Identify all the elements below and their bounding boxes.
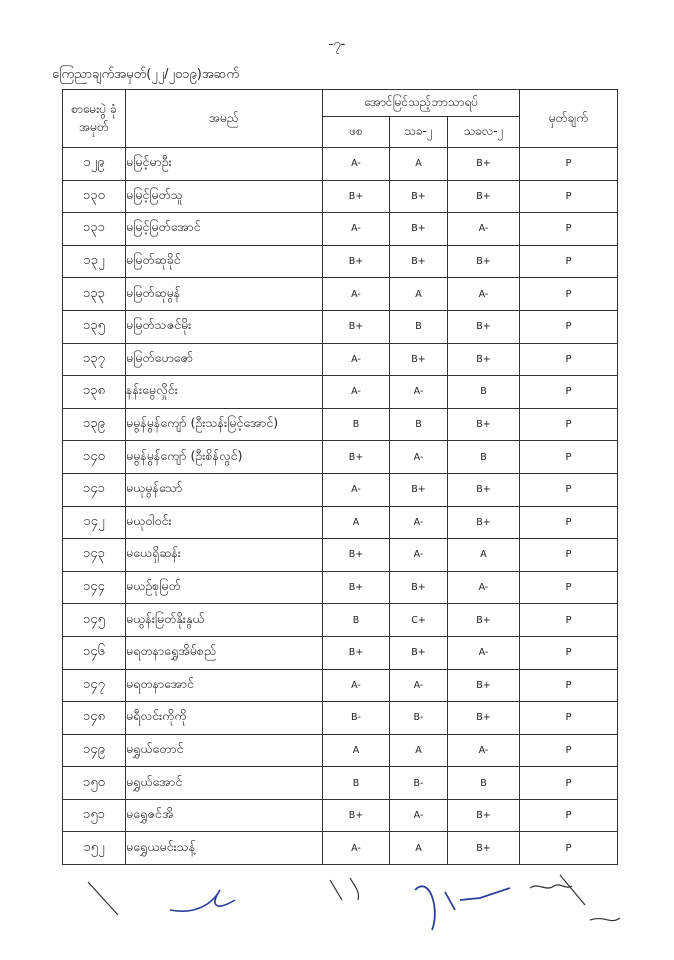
name-cell: မယွန်းမြတ်နိုးနွယ်: [126, 604, 323, 637]
remark-cell: P: [520, 343, 618, 376]
table-row: [63, 571, 618, 604]
grade-subject-1-cell: A-: [323, 669, 390, 702]
grade-subject-2-cell: C+: [390, 604, 448, 637]
grade-subject-2-cell: A: [390, 278, 448, 311]
grade-subject-2-cell: A-: [390, 799, 448, 832]
grade-subject-3-cell: B+: [448, 310, 520, 343]
roll-no-cell: ၁၄၁: [63, 473, 126, 506]
grade-subject-2-cell: B: [390, 408, 448, 441]
table-row: [63, 832, 618, 865]
grade-subject-1-cell: A-: [323, 473, 390, 506]
roll-no-cell: ၁၅၂: [63, 832, 126, 865]
grade-subject-1-cell: B: [323, 408, 390, 441]
roll-no-cell: ၁၃၂: [63, 245, 126, 278]
grade-subject-2-cell: B+: [390, 245, 448, 278]
name-cell: မယုမွန်သော်: [126, 473, 323, 506]
grade-subject-1-cell: A: [323, 734, 390, 767]
grade-subject-1-cell: A: [323, 506, 390, 539]
header-remark: မှတ်ချက်: [520, 90, 618, 148]
table-row: [63, 702, 618, 735]
grade-subject-2-cell: B: [390, 310, 448, 343]
remark-cell: P: [520, 213, 618, 246]
grade-subject-1-cell: B+: [323, 245, 390, 278]
grade-subject-1-cell: A-: [323, 148, 390, 181]
remark-cell: P: [520, 506, 618, 539]
grade-subject-1-cell: B+: [323, 180, 390, 213]
grade-subject-1-cell: B+: [323, 539, 390, 572]
remark-cell: P: [520, 310, 618, 343]
grade-subject-1-cell: B: [323, 767, 390, 800]
grade-subject-3-cell: B+: [448, 148, 520, 181]
roll-no-cell: ၁၅၀: [63, 767, 126, 800]
name-cell: မရွှယ်အောင်: [126, 767, 323, 800]
roll-no-cell: ၁၃၇: [63, 343, 126, 376]
grade-subject-3-cell: B+: [448, 702, 520, 735]
header-name: အမည်: [126, 90, 323, 148]
name-cell: မမြတ်ဆုမွန်: [126, 278, 323, 311]
grade-subject-3-cell: A-: [448, 213, 520, 246]
table-body: [63, 148, 618, 865]
table-row: [63, 278, 618, 311]
remark-cell: P: [520, 702, 618, 735]
remark-cell: P: [520, 245, 618, 278]
table-row: [63, 799, 618, 832]
roll-no-cell: ၁၄၈: [63, 702, 126, 735]
header-subject-2: သခ-၂: [390, 117, 448, 148]
signatures: [60, 870, 640, 950]
table-row: [63, 245, 618, 278]
grade-subject-3-cell: B+: [448, 180, 520, 213]
remark-cell: P: [520, 636, 618, 669]
grade-subject-2-cell: B+: [390, 343, 448, 376]
remark-cell: P: [520, 539, 618, 572]
name-cell: မမွန်မွန်ကျော် (ဦးသန်းမြင့်အောင်): [126, 408, 323, 441]
grade-subject-3-cell: B+: [448, 799, 520, 832]
grade-subject-2-cell: B+: [390, 180, 448, 213]
grade-subject-1-cell: B: [323, 604, 390, 637]
table-row: [63, 473, 618, 506]
grade-subject-2-cell: A: [390, 148, 448, 181]
remark-cell: P: [520, 180, 618, 213]
roll-no-cell: ၁၄၄: [63, 571, 126, 604]
roll-no-cell: ၁၄၆: [63, 636, 126, 669]
roll-no-cell: ၁၃၅: [63, 310, 126, 343]
name-cell: မမြင့်မြတ်အောင်: [126, 213, 323, 246]
grade-subject-1-cell: B+: [323, 310, 390, 343]
signature-mark-3: [330, 878, 359, 900]
roll-no-cell: ၁၅၁: [63, 799, 126, 832]
grade-subject-2-cell: B+: [390, 213, 448, 246]
name-cell: မရွှေဇင်အိ: [126, 799, 323, 832]
name-cell: မမြတ်ဟေဇော်: [126, 343, 323, 376]
page-number: -၇-: [328, 37, 346, 52]
grade-subject-2-cell: A-: [390, 506, 448, 539]
remark-cell: P: [520, 441, 618, 474]
roll-no-cell: ၁၄၂: [63, 506, 126, 539]
signature-mark-4: [415, 886, 510, 930]
grade-subject-2-cell: B-: [390, 702, 448, 735]
grade-subject-2-cell: A-: [390, 376, 448, 409]
roll-no-cell: ၁၄၉: [63, 734, 126, 767]
grade-subject-3-cell: B: [448, 441, 520, 474]
grade-subject-2-cell: B+: [390, 636, 448, 669]
grade-subject-3-cell: B: [448, 767, 520, 800]
grade-subject-3-cell: A-: [448, 636, 520, 669]
grade-subject-3-cell: B+: [448, 669, 520, 702]
grade-subject-1-cell: B-: [323, 702, 390, 735]
grade-subject-3-cell: B+: [448, 832, 520, 865]
name-cell: မမွန်မွန်ကျော် (ဦးစိန်လွင်): [126, 441, 323, 474]
table-row: [63, 343, 618, 376]
grade-subject-2-cell: A-: [390, 669, 448, 702]
remark-cell: P: [520, 408, 618, 441]
header-subjects-group: အောင်မြင်သည့်ဘာသာရပ်: [323, 90, 520, 117]
table-row: [63, 767, 618, 800]
remark-cell: P: [520, 376, 618, 409]
name-cell: မယဉ်စုမြတ်: [126, 571, 323, 604]
grade-subject-1-cell: A-: [323, 376, 390, 409]
grade-subject-2-cell: A: [390, 832, 448, 865]
remark-cell: P: [520, 473, 618, 506]
name-cell: နန်းမွေလှိုင်း: [126, 376, 323, 409]
announcement-caption: ကြေညာချက်အမှတ်(၂၂/၂၀၁၉)အဆက်: [52, 67, 240, 82]
roll-no-cell: ၁၃၉: [63, 408, 126, 441]
grade-subject-1-cell: B+: [323, 571, 390, 604]
roll-no-cell: ၁၄၇: [63, 669, 126, 702]
remark-cell: P: [520, 669, 618, 702]
table-row: [63, 636, 618, 669]
grade-subject-3-cell: B+: [448, 245, 520, 278]
roll-no-cell: ၁၂၉: [63, 148, 126, 181]
grade-subject-1-cell: A-: [323, 832, 390, 865]
remark-cell: P: [520, 767, 618, 800]
name-cell: မရွှေယမင်းသန့်: [126, 832, 323, 865]
remark-cell: P: [520, 734, 618, 767]
header-subject-1: ဖစ: [323, 117, 390, 148]
remark-cell: P: [520, 278, 618, 311]
grade-subject-3-cell: B+: [448, 343, 520, 376]
grade-subject-1-cell: B+: [323, 799, 390, 832]
grade-subject-1-cell: A-: [323, 343, 390, 376]
table-row: [63, 213, 618, 246]
grade-subject-1-cell: B+: [323, 441, 390, 474]
name-cell: မယေရှိဆန်း: [126, 539, 323, 572]
roll-no-cell: ၁၃၃: [63, 278, 126, 311]
name-cell: မရတနာရွှေအိမ်စည်: [126, 636, 323, 669]
roll-no-cell: ၁၃၀: [63, 180, 126, 213]
table-row: [63, 539, 618, 572]
roll-no-cell: ၁၃၁: [63, 213, 126, 246]
roll-no-cell: ၁၃၈: [63, 376, 126, 409]
grade-subject-3-cell: A-: [448, 734, 520, 767]
table-row: [63, 148, 618, 181]
grade-subject-3-cell: B: [448, 376, 520, 409]
roll-no-cell: ၁၄၅: [63, 604, 126, 637]
name-cell: မရတနာအောင်: [126, 669, 323, 702]
header-subject-3: သခလ-၂: [448, 117, 520, 148]
grade-subject-3-cell: A-: [448, 278, 520, 311]
table-row: [63, 310, 618, 343]
header-roll-no: စာမေးပွဲ ခုံအမှတ်: [63, 90, 126, 148]
grade-subject-2-cell: A-: [390, 539, 448, 572]
grade-subject-2-cell: B+: [390, 473, 448, 506]
name-cell: မမြင့်မာဦး: [126, 148, 323, 181]
name-cell: မရီလင်းကိုကို: [126, 702, 323, 735]
grade-subject-3-cell: B+: [448, 506, 520, 539]
name-cell: မမြင့်မြတ်သူ: [126, 180, 323, 213]
grade-subject-2-cell: A: [390, 734, 448, 767]
grade-subject-2-cell: B-: [390, 767, 448, 800]
grade-subject-1-cell: A-: [323, 213, 390, 246]
table-row: [63, 669, 618, 702]
grade-subject-1-cell: A-: [323, 278, 390, 311]
name-cell: မရွှယ်တောင်: [126, 734, 323, 767]
name-cell: မမြတ်သဇင်မိုး: [126, 310, 323, 343]
roll-no-cell: ၁၄၀: [63, 441, 126, 474]
table-row: [63, 376, 618, 409]
grade-subject-3-cell: B+: [448, 604, 520, 637]
table-row: [63, 734, 618, 767]
grade-subject-1-cell: B+: [323, 636, 390, 669]
grade-subject-3-cell: B+: [448, 473, 520, 506]
remark-cell: P: [520, 571, 618, 604]
name-cell: မယုဝါဝင်း: [126, 506, 323, 539]
signature-mark-2: [170, 890, 235, 911]
table-row: [63, 441, 618, 474]
signature-mark-1: [88, 882, 118, 915]
signature-mark-5: [530, 885, 572, 888]
table-row: [63, 408, 618, 441]
grade-subject-3-cell: A-: [448, 571, 520, 604]
grade-subject-3-cell: A: [448, 539, 520, 572]
remark-cell: P: [520, 799, 618, 832]
grade-subject-3-cell: B+: [448, 408, 520, 441]
results-table: [62, 89, 618, 865]
signature-mark-6: [560, 875, 620, 921]
grade-subject-2-cell: A-: [390, 441, 448, 474]
table-row: [63, 604, 618, 637]
roll-no-cell: ၁၄၃: [63, 539, 126, 572]
remark-cell: P: [520, 604, 618, 637]
table-row: [63, 506, 618, 539]
remark-cell: P: [520, 832, 618, 865]
remark-cell: P: [520, 148, 618, 181]
grade-subject-2-cell: B+: [390, 571, 448, 604]
name-cell: မမြတ်ဆုခိုင်: [126, 245, 323, 278]
table-row: [63, 180, 618, 213]
